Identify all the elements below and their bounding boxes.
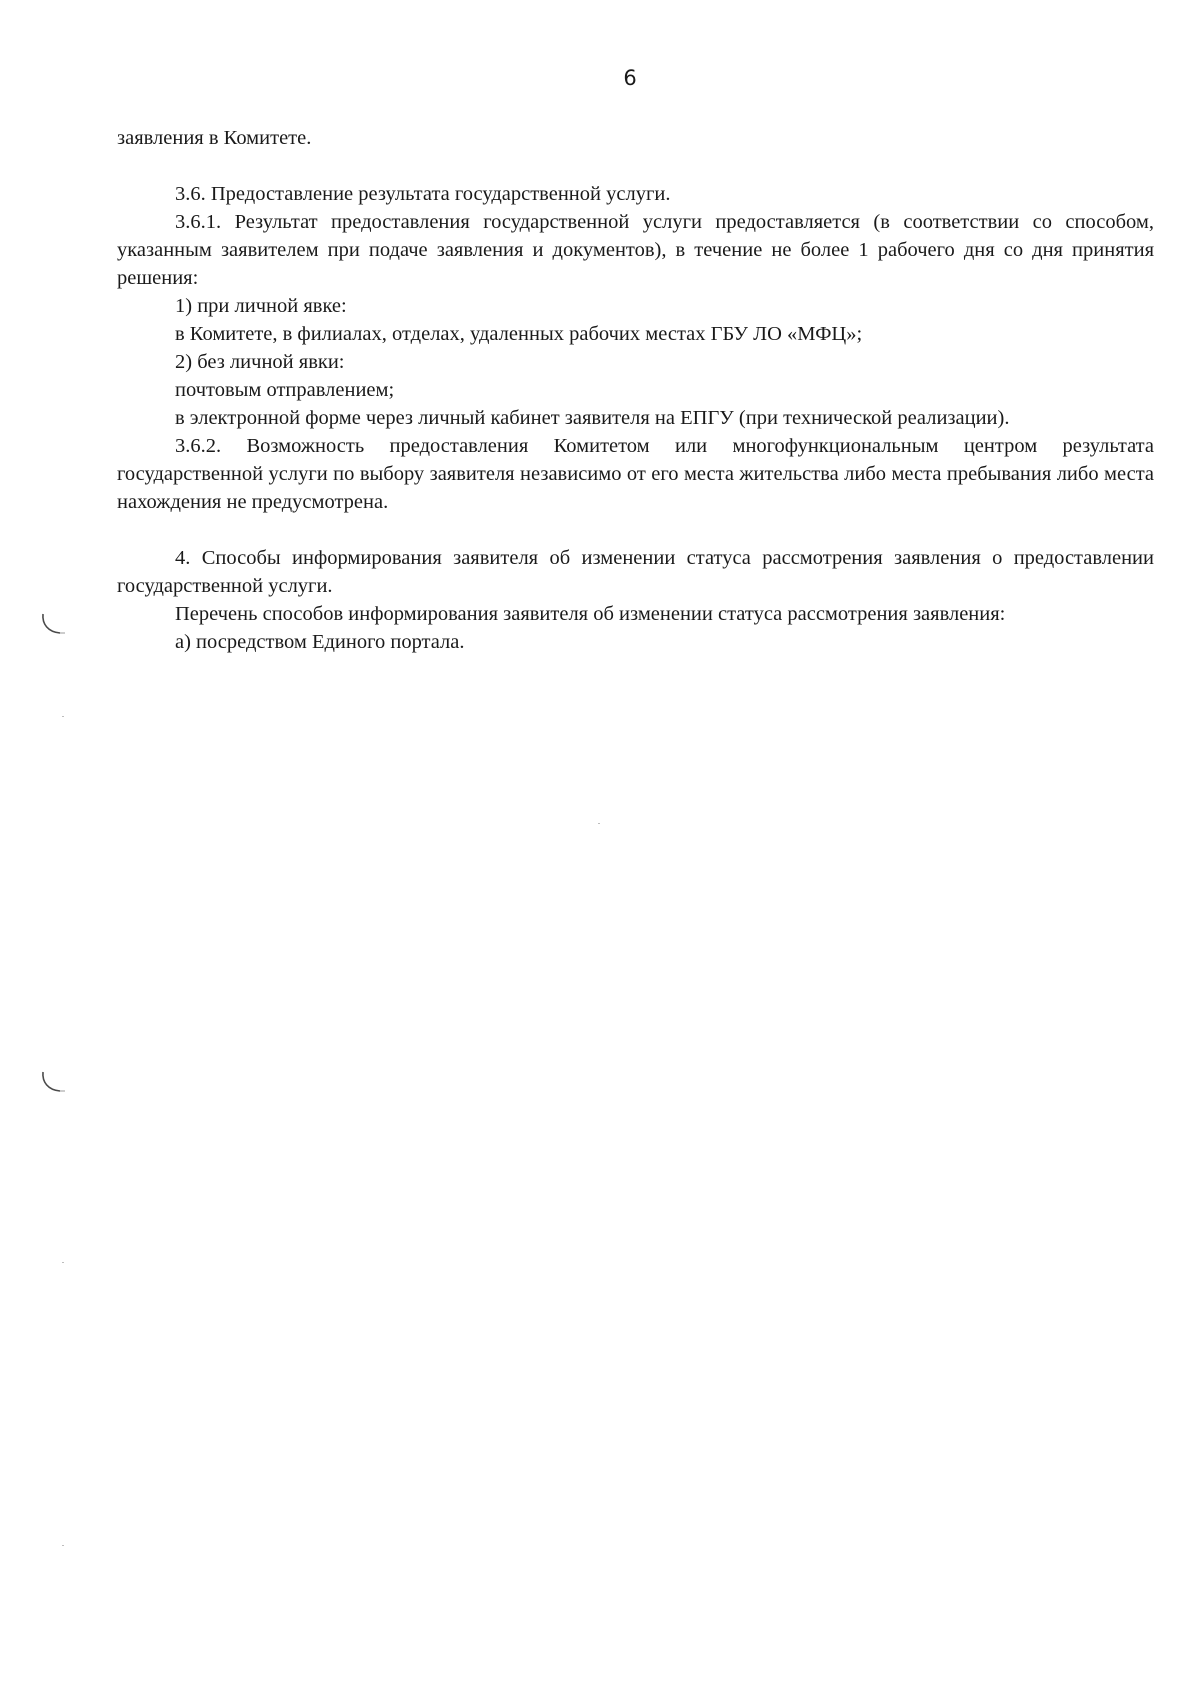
paragraph-3-6-2: 3.6.2. Возможность предоставления Комитетом или многофункциональным центром результата государственной услуги по выбору заявителя независимо от его места жительства либо места пребывания либо места нахождения не предусмотрена. (117, 435, 1154, 513)
paragraph-continuation: заявления в Комитете. (117, 127, 312, 149)
list-item-locations: в Комитете, в филиалах, отделах, удаленных рабочих местах ГБУ ЛО «МФЦ»; (175, 323, 863, 345)
hole-punch-mark (40, 1070, 66, 1096)
paragraph-notification-list: Перечень способов информирования заявителя об изменении статуса рассмотрения заявления: (175, 603, 1006, 625)
list-item-without-visit: 2) без личной явки: (175, 351, 345, 373)
list-item-personal-visit: 1) при личной явке: (175, 295, 347, 317)
list-item-portal: а) посредством Единого портала. (175, 631, 465, 653)
paragraph-gap (117, 152, 1154, 180)
scan-speck (62, 716, 64, 717)
section-heading-4: 4. Способы информирования заявителя об изменении статуса рассмотрения заявления о предоставлении государственной услуги. (117, 547, 1154, 597)
scan-speck (598, 823, 600, 824)
page-number: 6 (623, 66, 637, 90)
document-body (117, 124, 1154, 656)
scan-speck (62, 1262, 64, 1263)
list-item-electronic: в электронной форме через личный кабинет заявителя на ЕПГУ (при технической реализации). (175, 407, 1010, 429)
hole-punch-mark (40, 612, 66, 638)
section-heading-3-6: 3.6. Предоставление результата государственной услуги. (175, 183, 671, 205)
paragraph-gap (117, 516, 1154, 544)
paragraph-3-6-1: 3.6.1. Результат предоставления государственной услуги предоставляется (в соответствии со способом, указанным заявителем при подаче заявления и документов), в течение не более 1 рабочего дня со дня принятия решения: (117, 211, 1154, 289)
list-item-postal: почтовым отправлением; (175, 379, 395, 401)
scan-speck (62, 1545, 64, 1546)
